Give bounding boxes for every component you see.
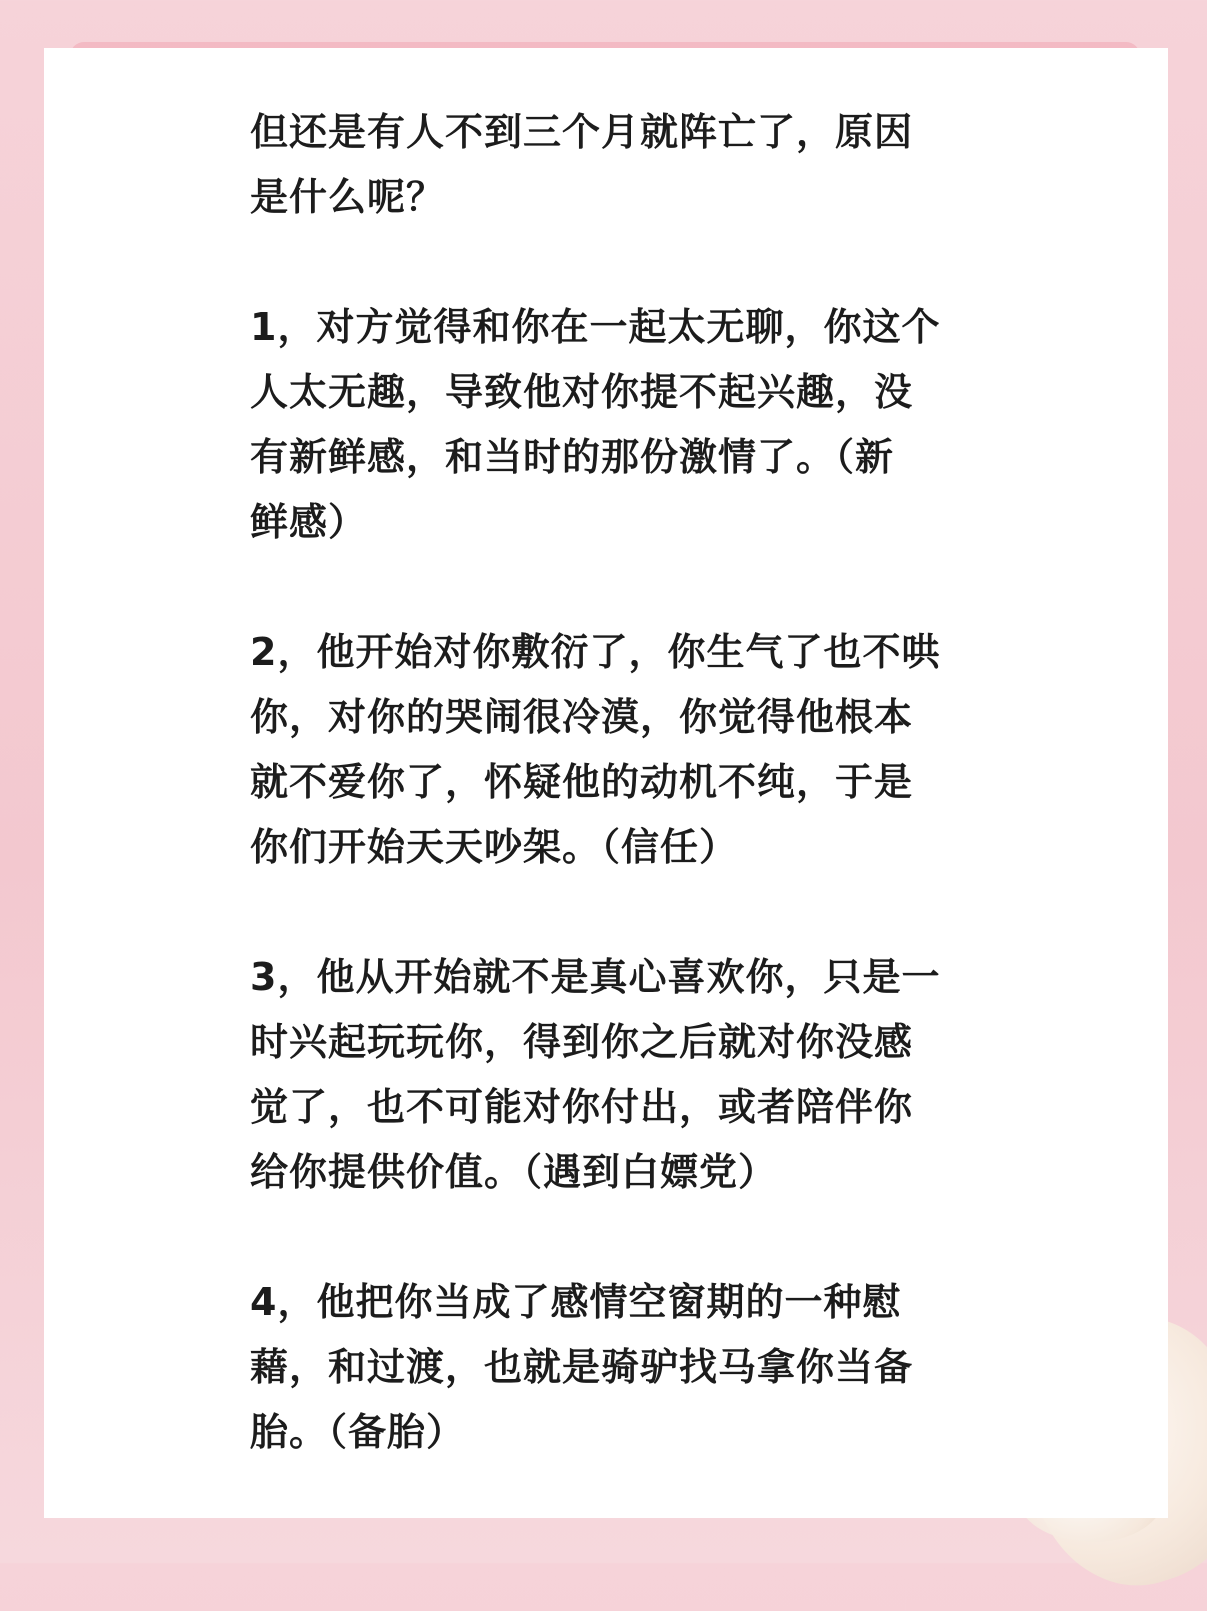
reason-4-paragraph: 4，他把你当成了感情空窗期的一种慰 藉，和过渡，也就是骑驴找马拿你当备 胎。（备胎） <box>250 1280 914 1454</box>
reason-3-paragraph: 3，他从开始就不是真心喜欢你，只是一 时兴起玩玩你，得到你之后就对你没感 觉了，也不可能对你付出，或者陪伴你 给你提供价值。（遇到白嫖党） <box>250 955 941 1194</box>
paragraph-spacer <box>250 230 970 295</box>
reason-2-paragraph: 2，他开始对你敷衍了，你生气了也不哄 你，对你的哭闹很冷漠，你觉得他根本 就不爱你了，怀疑他的动机不纯，于是 你们开始天天吵架。（信任） <box>250 630 941 869</box>
intro-paragraph: 但还是有人不到三个月就阵亡了，原因 是什么呢？ <box>250 110 914 219</box>
paragraph-spacer <box>250 880 970 945</box>
reason-1-paragraph: 1，对方觉得和你在一起太无聊，你这个 人太无趣，导致他对你提不起兴趣，没 有新鲜感，和当时的那份激情了。（新 鲜感） <box>250 305 941 544</box>
paragraph-spacer <box>250 555 970 620</box>
paragraph-spacer <box>250 1205 970 1270</box>
top-cropped-text <box>564 48 824 58</box>
note-card <box>44 48 1168 1518</box>
article-body <box>250 100 970 1465</box>
